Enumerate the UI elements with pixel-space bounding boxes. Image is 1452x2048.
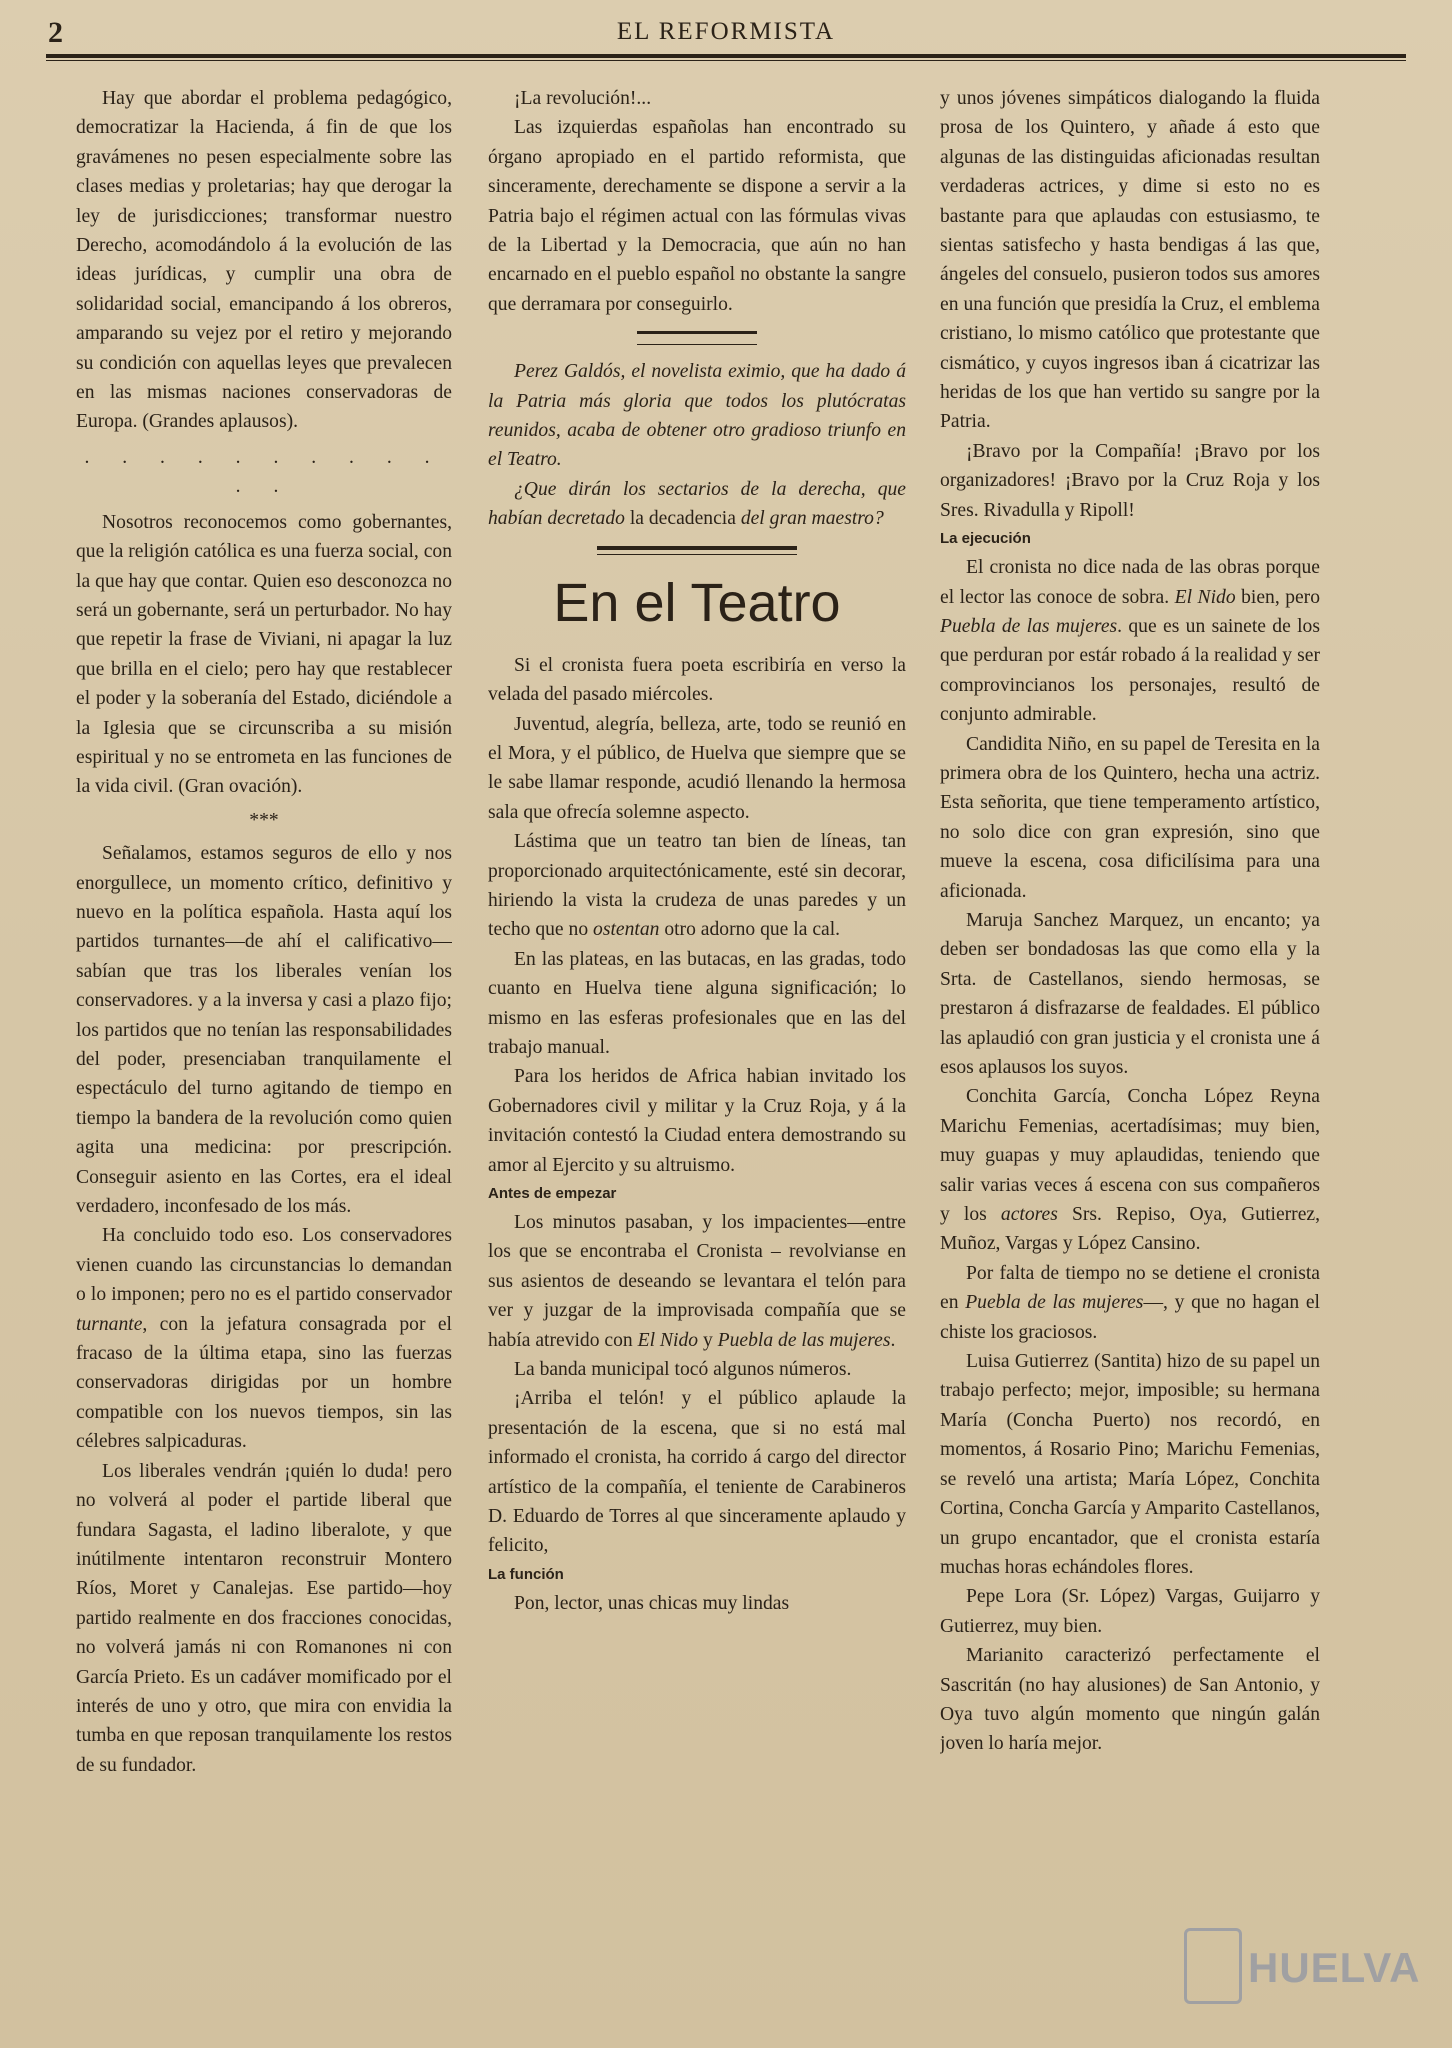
paragraph: Candidita Niño, en su papel de Teresita en la primera obra de los Quintero, hecha una actriz. Esta señorita, que tiene temperamento artístico, no solo dice con gran expresión, sino que mueve la escena, cosa dificilísima para una aficionada. [940, 733, 1320, 902]
subheading: La ejecución [940, 530, 1031, 548]
section-divider [637, 331, 757, 345]
paper-name: EL REFORMISTA [616, 18, 836, 45]
article-headline: En el Teatro [553, 572, 841, 633]
galdos-note [488, 357, 906, 533]
paragraph: Hay que abordar el problema pedagógico, democratizar la Hacienda, á fin de que los gravámenes no pesen especialmente sobre las clases medias y proletarias; hay que derogar la ley de jurisdicciones; transformar nuestro Derecho, acomodándolo á la evolución de las ideas jurídicas, y cumplir una obra de solidaridad social, emancipando á los obreros, amparando su vejez por el retiro y mejorando su condición con aquellas leyes que prevalecen en las mismas naciones conservadoras de Europa. (Grandes aplausos). [76, 88, 452, 433]
paragraph: Conchita García, Concha López Reyna Marichu Femenias, acertadísimas; muy bien, muy guapas y muy aplaudidas, teniendo que salir varias veces á escena con sus compañeros y los actores Srs. Repiso, Oya, Gutierrez, Muñoz, Vargas y López Cansino. [940, 1086, 1320, 1255]
paragraph: Perez Galdós, el novelista eximio, que ha dado á la Patria más gloria que todos los plutócratas reunidos, acaba de obtener otro gradioso triunfo en el Teatro. [488, 361, 906, 471]
paragraph: Si el cronista fuera poeta escribiría en verso la velada del pasado miércoles. [488, 654, 906, 706]
paragraph: Luisa Gutierrez (Santita) hizo de su papel un trabajo perfecto; mejor, imposible; su hermana María (Concha Puerto) nos recordó, en momentos, á Rosario Pino; Marichu Femenias, se reveló una artista; María López, Conchita Cortina, Concha García y Amparito Castellanos, un grupo encantador, que el cronista estaría muchas horas echándoles flores. [940, 1351, 1320, 1578]
paragraph: Para los heridos de Africa habian invitado los Gobernadores civil y militar y la Cruz Roja, y á la invitación contestó la Ciudad entera demostrando su amor al Ejercito y su altruismo. [488, 1066, 906, 1176]
asterism-divider: *** [249, 809, 279, 831]
paragraph: Juventud, alegría, belleza, arte, todo se reunió en el Mora, y el público, de Huelva que siempre que se le sabe llamar responde, acudió llenando la hermosa sala que ofrecía solemne aspecto. [488, 713, 906, 823]
paragraph: Los liberales vendrán ¡quién lo duda! pero no volverá al poder el partide liberal que fundara Sagasta, el ladino liberalote, y que inútilmente intentaron reconstruir Montero Ríos, Moret y Canalejas. Ese partido—hoy partido realmente en dos fracciones conocidas, no volverá jamás ni con Romanones ni con García Prieto. Es un cadáver momificado por el interés de uno y otro, que mira con envidia la tumba en que reposan tranquilamente los restos de su fundador. [76, 1460, 452, 1776]
section-divider [597, 546, 797, 555]
paragraph: Marianito caracterizó perfectamente el Sascritán (no hay alusiones) de San Antonio, y Oya tuvo algún momento que ningún galán joven lo haría mejor. [940, 1645, 1320, 1755]
paragraph: ¿Que dirán los sectarios de la derecha, que habían decretado la decadencia del gran maestro? [488, 478, 906, 530]
paragraph: El cronista no dice nada de las obras porque el lector las conoce de sobra. El Nido bien, pero Puebla de las mujeres. que es un sainete de los que perduran por estár robado á la realidad y ser comprovincianos los personajes, resultó de conjunto admirable. [940, 557, 1320, 726]
paragraph: Los minutos pasaban, y los impacientes—entre los que se encontraba el Cronista – revolvianse en sus asientos de deseando se levantara el telón para ver y juzgar de la improvisada compañía que se había atrevido con El Nido y Puebla de las mujeres. [488, 1212, 906, 1351]
paragraph: En las plateas, en las butacas, en las gradas, todo cuanto en Huelva tiene alguna significación; lo mismo en las esferas profesionales que en las del trabajo manual. [488, 948, 906, 1058]
column-2 [488, 84, 906, 2024]
paragraph: Por falta de tiempo no se detiene el cronista en Puebla de las mujeres—, y que no hagan el chiste los graciosos. [940, 1262, 1320, 1343]
header-rule-thin [46, 60, 1406, 61]
ellipsis-divider: . . . . . . . . . . . . [84, 446, 444, 498]
paragraph: ¡La revolución!... [514, 88, 652, 109]
paragraph: Pon, lector, unas chicas muy lindas [514, 1592, 790, 1614]
paragraph: Nosotros reconocemos como gobernantes, que la religión católica es una fuerza social, con la que hay que contar. Quien eso desconozca no será un gobernante, será un perturbador. No hay que repetir la frase de Viviani, ni apagar la luz que brilla en el cielo; pero hay que restablecer el poder y la soberanía del Estado, diciéndole a la Iglesia que se circunscriba a su misión espiritual y no se entrometa en las funciones de la vida civil. (Gran ovación). [76, 511, 452, 798]
paragraph: Señalamos, estamos seguros de ello y nos enorgullece, un momento crítico, definitivo y nuevo en la política española. Hasta aquí los partidos turnantes—de ahí el calificativo—sabían que tras los liberales venían los conservadores. y a la inversa y casi a plazo fijo; los partidos que no tenían las responsabilidades del poder, presenciaban tranquilamente el espectáculo del turno agitando de tiempo en tiempo la bandera de la revolución como quien agita una medicina: por prescripción. Conseguir asiento en las Cortes, era el ideal verdadero, inconfesado de los más. [76, 843, 452, 1218]
column-1 [76, 84, 452, 2024]
paragraph: Pepe Lora (Sr. López) Vargas, Guijarro y Gutierrez, muy bien. [940, 1586, 1320, 1637]
page-number: 2 [48, 16, 63, 49]
column-3 [940, 84, 1320, 2024]
emphasis: turnante [76, 1313, 143, 1335]
subheading: Antes de empezar [488, 1185, 617, 1202]
paragraph: Las izquierdas españolas han encontrado su órgano apropiado en el partido reformista, que sinceramente, derechamente se dispone a servir a la Patria bajo el régimen actual con las fórmulas vivas de la Libertad y la Democracia, que aún no han encarnado en el pueblo español no obstante la sangre que derramara por conseguirlo. [488, 117, 906, 315]
paragraph: Maruja Sanchez Marquez, un encanto; ya deben ser bondadosas las que como ella y la Srta. de Castellanos, siendo hermosas, se prestaron á disfrazarse de fealdades. El público las aplaudió con gran justicia y el cronista une á esos aplausos los suyos. [940, 909, 1320, 1078]
paragraph: Ha concluido todo eso. Los conservadores vienen cuando las circunstancias lo demandan o lo imponen; pero no es el partido conservador turnante, con la jefatura consagrada por el fracaso de la última etapa, sino las fuerzas conservadoras dirigidas por un hombre compatible con los nuevos tiempos, sin las célebres salpicaduras. [76, 1225, 452, 1453]
subheading: La función [488, 1565, 564, 1583]
watermark-text: HUELVA [1248, 1944, 1421, 1991]
paragraph: Lástima que un teatro tan bien de líneas, tan proporcionado arquitectónicamente, esté sin decorar, hiriendo la vista la crudeza de unas paredes y un techo que no ostentan otro adorno que la cal. [488, 831, 906, 941]
paragraph: ¡Bravo por la Compañía! ¡Bravo por los organizadores! ¡Bravo por la Cruz Roja y los Sres. Rivadulla y Ripoll! [940, 440, 1320, 521]
paragraph: La banda municipal tocó algunos números. [514, 1359, 852, 1381]
paragraph: ¡Arriba el telón! y el público aplaude la presentación de la escena, que si no está mal informado el cronista, ha corrido á cargo del director artístico de la compañía, el teniente de Carabineros D. Eduardo de Torres al que sinceramente aplaudo y felicito, [488, 1388, 906, 1557]
archive-logo-icon [1184, 1928, 1242, 2004]
header-rule [46, 54, 1406, 58]
paragraph: y unos jóvenes simpáticos dialogando la fluida prosa de los Quintero, y añade á esto que algunas de las distinguidas aficionadas resultan verdaderas actrices, y dime si esto no es bastante para que aplaudas con estusiasmo, te sientas satisfecho y hasta bendigas á las que, ángeles del consuelo, pusieron todos sus amores en una función que presidía la Cruz, el emblema cristiano, lo mismo católico que protestante que cismático, y cuyos ingresos iban á cicatrizar las heridas de los que han vertido su sangre por la Patria. [940, 88, 1320, 433]
archive-watermark [1184, 1918, 1421, 2008]
